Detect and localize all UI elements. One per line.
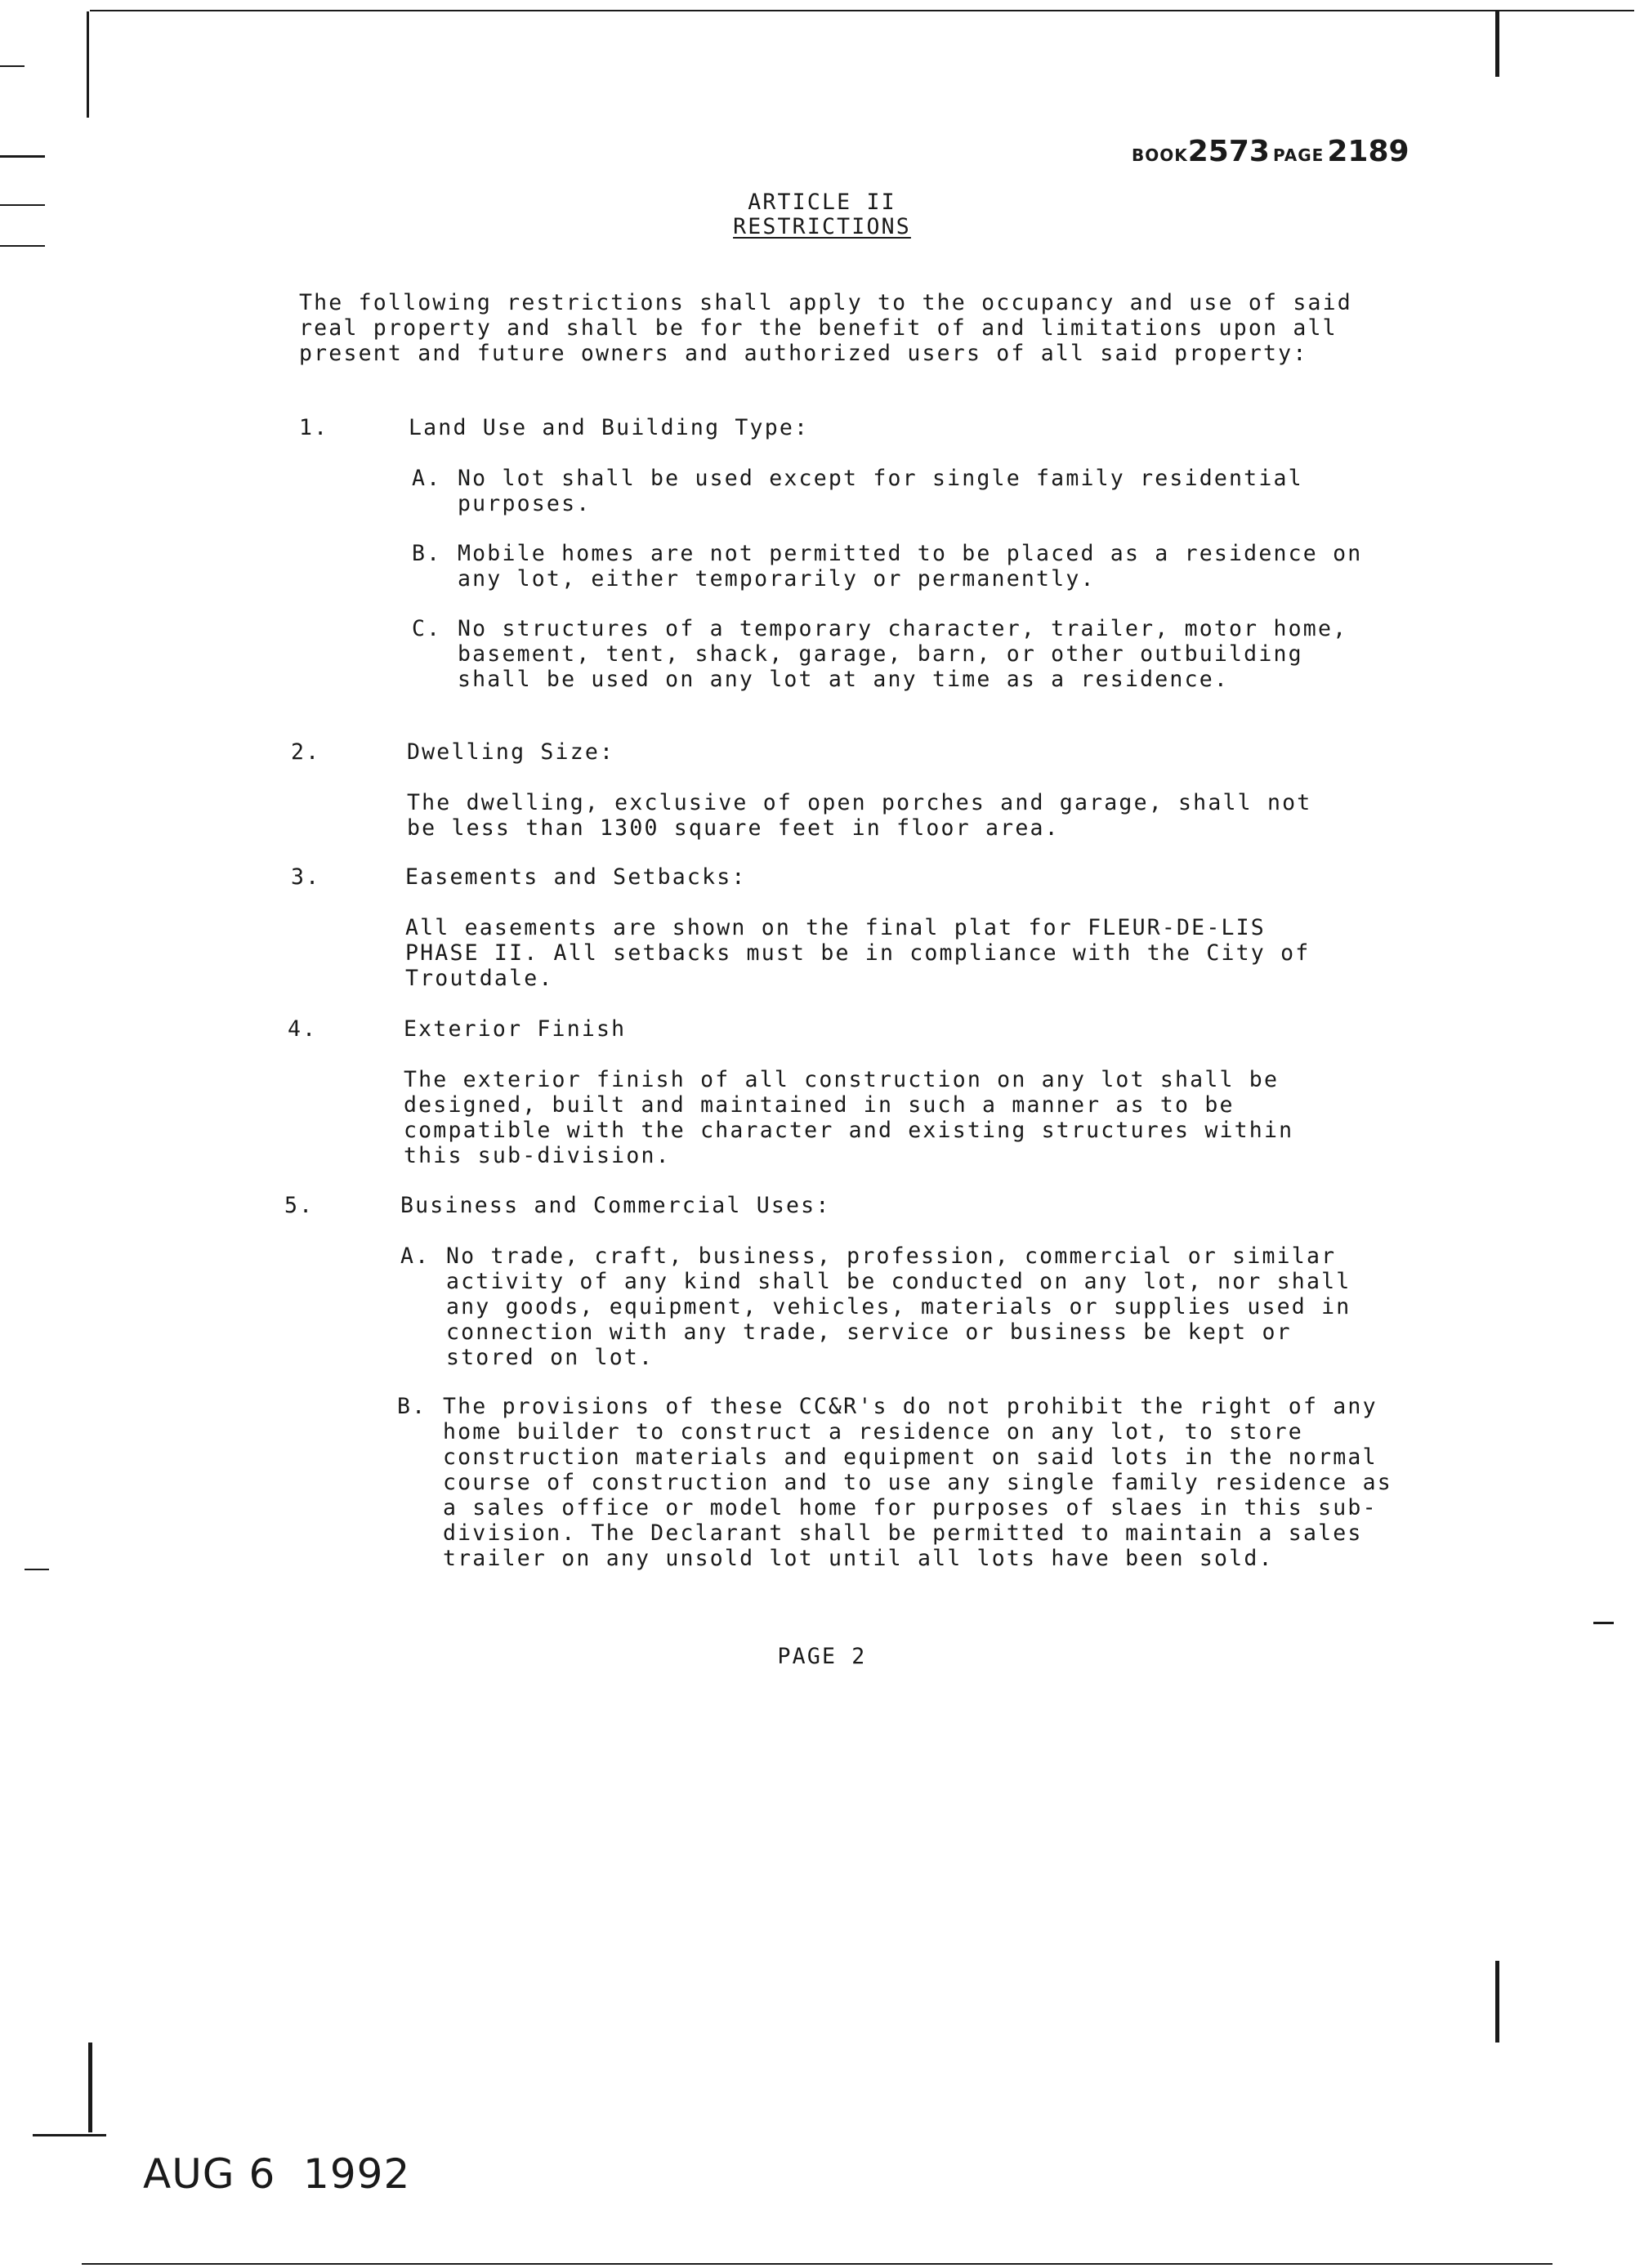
section-number: 2. xyxy=(291,739,321,765)
section-number: 3. xyxy=(291,864,321,890)
edge-tick xyxy=(25,1569,49,1570)
book-label: BOOK xyxy=(1132,145,1188,165)
section-body: The dwelling, exclusive of open porches and garage, shall not be less than 1300 square feet in floor area. xyxy=(407,790,1327,841)
article-number: ARTICLE II xyxy=(748,190,896,215)
top-right-mark xyxy=(1495,11,1499,77)
intro-paragraph: The following restrictions shall apply to the occupancy and use of said real property and shall be for the benefit of and limitations upon all present and future owners and authorized users of all said property: xyxy=(299,290,1368,366)
item-letter: B. xyxy=(397,1394,427,1419)
item-text: No lot shall be used except for single family residential purposes. xyxy=(458,466,1318,516)
section-body: The exterior finish of all construction on any lot shall be designed, built and maintained in such a manner as to be compatible with the character and existing structures within this sub-division. xyxy=(404,1067,1309,1168)
section-heading: Dwelling Size: xyxy=(407,739,615,765)
top-scan-edge xyxy=(90,10,1634,11)
bottom-scan-edge xyxy=(82,2263,1552,2265)
book-number: 2573 xyxy=(1187,135,1270,168)
article-title: RESTRICTIONS xyxy=(733,214,911,239)
item-letter: C. xyxy=(412,616,442,641)
section-heading: Exterior Finish xyxy=(404,1016,627,1042)
item-text: No trade, craft, business, profession, commercial or similar activity of any kind shall be conducted on any lot, nor shall any goods, equipment, vehicles, materials or supplies used in connection with any trade, service or business be kept or stored on lot. xyxy=(446,1243,1366,1370)
item-letter: A. xyxy=(412,466,442,491)
section-number: 4. xyxy=(288,1016,318,1042)
section-heading: Business and Commercial Uses: xyxy=(400,1193,831,1218)
section-number: 5. xyxy=(284,1193,315,1218)
edge-tick xyxy=(0,245,45,247)
item-text: Mobile homes are not permitted to be placed as a residence on any lot, either temporarily or permanently. xyxy=(458,541,1378,592)
bottom-right-mark xyxy=(1495,1961,1499,2043)
left-scan-edge xyxy=(87,11,89,118)
section-heading: Land Use and Building Type: xyxy=(409,415,810,440)
book-stamp xyxy=(1132,135,1409,168)
date-stamp: AUG 6 1992 xyxy=(143,2150,411,2198)
section-heading: Easements and Setbacks: xyxy=(405,864,747,890)
edge-tick xyxy=(0,65,25,67)
edge-tick xyxy=(1593,1622,1614,1624)
item-letter: A. xyxy=(400,1243,431,1269)
bottom-left-tick xyxy=(33,2134,106,2136)
section-body: All easements are shown on the final plat for FLEUR-DE-LIS PHASE II. All setbacks must be in compliance with the City of Troutdale. xyxy=(405,915,1325,991)
edge-tick xyxy=(0,155,45,158)
page-label: PAGE xyxy=(1272,145,1325,165)
item-text: No structures of a temporary character, trailer, motor home, basement, tent, shack, garage, barn, or other outbuilding shall be used on any lot at any time as a residence. xyxy=(458,616,1363,692)
section-number: 1. xyxy=(299,415,329,440)
item-text: The provisions of these CC&R's do not prohibit the right of any home builder to construct a residence on any lot, to store construction materials and equipment on said lots in the normal course of construction and to use any single family residence as a sales office or model home for purposes of slaes in this sub-division. The Declarant shall be permitted to maintain a sales trailer on any unsold lot until all lots have been sold. xyxy=(443,1394,1408,1571)
item-letter: B. xyxy=(412,541,442,566)
page-footer: PAGE 2 xyxy=(777,1644,867,1669)
page-number: 2189 xyxy=(1327,135,1409,168)
bottom-left-mark xyxy=(88,2043,92,2132)
